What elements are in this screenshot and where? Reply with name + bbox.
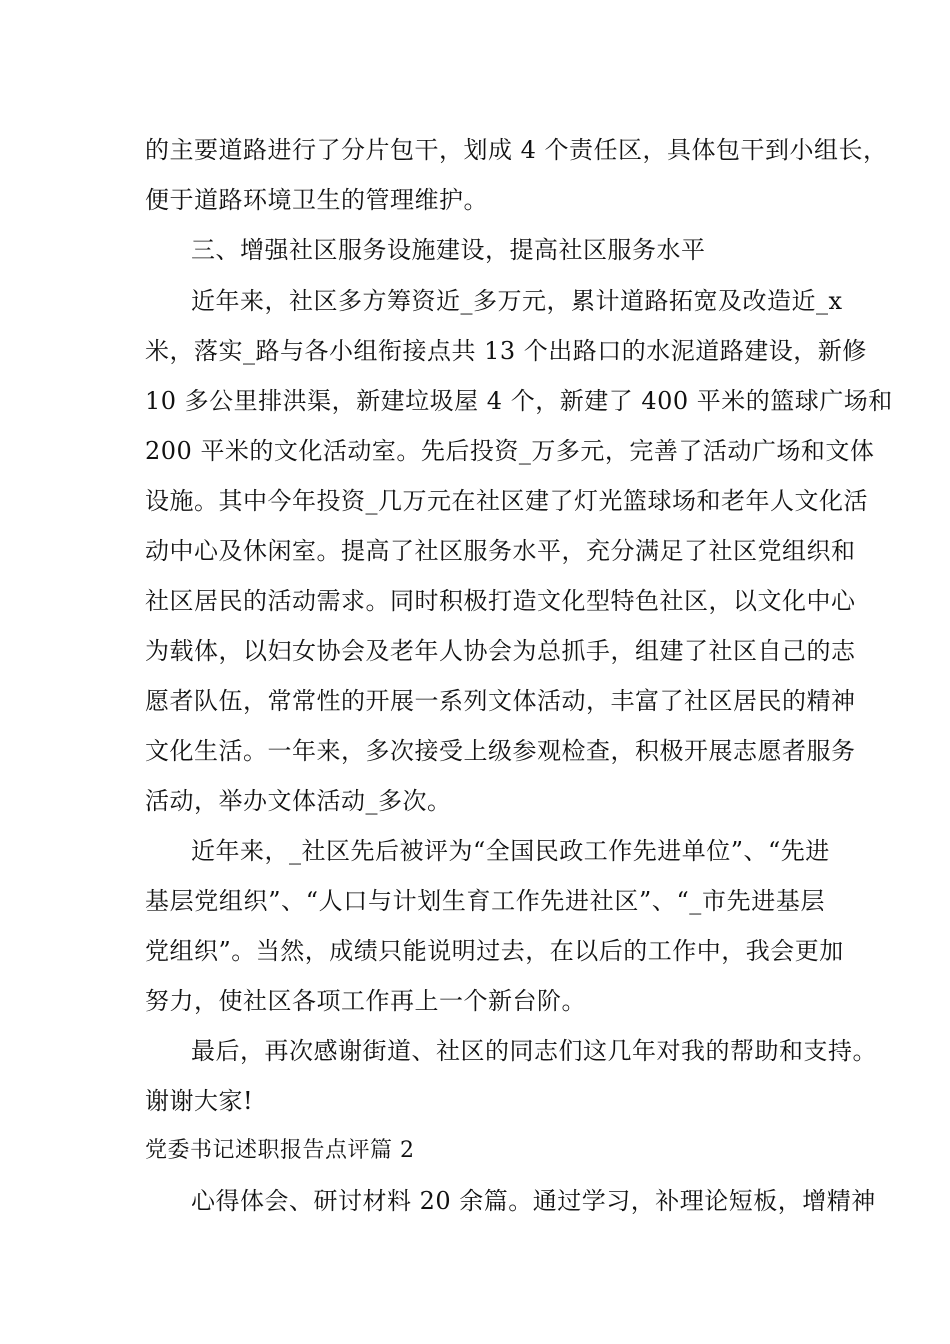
- body-text-line: 动中心及休闲室。提高了社区服务水平，充分满足了社区党组织和: [145, 537, 856, 565]
- paragraph-first-line: 最后，再次感谢街道、社区的同志们这几年对我的帮助和支持。: [191, 1037, 877, 1065]
- body-text-line: 活动，举办文体活动_多次。: [145, 787, 452, 815]
- body-text-line: 党组织”。当然，成绩只能说明过去，在以后的工作中，我会更加: [145, 937, 844, 965]
- body-text-line: 为载体，以妇女协会及老年人协会为总抓手，组建了社区自己的志: [145, 637, 856, 665]
- body-text-line: 谢谢大家!: [145, 1087, 254, 1115]
- body-text-line: 200 平米的文化活动室。先后投资_万多元，完善了活动广场和文体: [145, 437, 875, 465]
- paragraph-first-line: 近年来，_社区先后被评为“全国民政工作先进单位”、“先进: [191, 837, 830, 865]
- body-text-line: 文化生活。一年来，多次接受上级参观检查，积极开展志愿者服务: [145, 737, 856, 765]
- body-text-line: 愿者队伍，常常性的开展一系列文体活动，丰富了社区居民的精神: [145, 687, 856, 715]
- body-text-line: 努力，使社区各项工作再上一个新台阶。: [145, 987, 586, 1015]
- body-text-line: 便于道路环境卫生的管理维护。: [145, 186, 488, 214]
- section-heading: 三、增强社区服务设施建设，提高社区服务水平: [191, 236, 706, 264]
- body-text-line: 10 多公里排洪渠，新建垃圾屋 4 个，新建了 400 平米的篮球广场和: [145, 387, 893, 415]
- paragraph-first-line: 近年来，社区多方筹资近_多万元，累计道路拓宽及改造近_x: [191, 287, 843, 315]
- body-text-line: 设施。其中今年投资_几万元在社区建了灯光篮球场和老年人文化活: [145, 487, 868, 515]
- body-text-line: 的主要道路进行了分片包干，划成 4 个责任区，具体包干到小组长，: [145, 136, 888, 164]
- body-text-line: 基层党组织”、“人口与计划生育工作先进社区”、“_市先进基层: [145, 887, 825, 915]
- paragraph-first-line: 心得体会、研讨材料 20 余篇。通过学习，补理论短板，增精神: [191, 1187, 876, 1215]
- body-text-line: 米，落实_路与各小组衔接点共 13 个出路口的水泥道路建设，新修: [145, 337, 867, 365]
- body-text-line: 社区居民的活动需求。同时积极打造文化型特色社区，以文化中心: [145, 587, 856, 615]
- article-title: 党委书记述职报告点评篇 2: [145, 1138, 415, 1163]
